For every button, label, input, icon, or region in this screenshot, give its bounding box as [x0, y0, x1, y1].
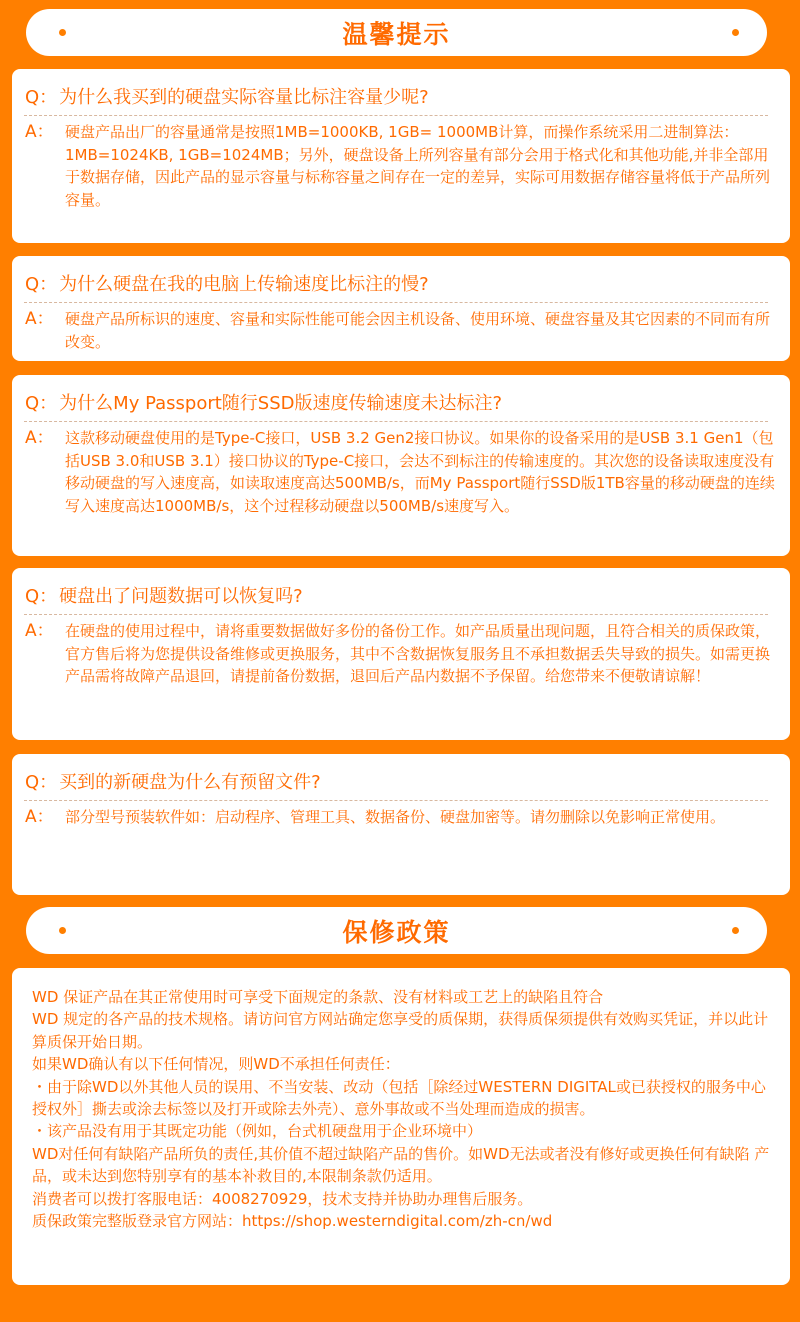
tips-title: 温馨提示	[342, 19, 451, 49]
answer-3: A： 这款移动硬盘使用的是Type-C接口，USB 3.2 Gen2接口协议。如果你的设备采用的是USB 3.1 Gen1（包括USB 3.0和USB 3.1）接口协议的Type-C接口，会达不到标注的传输速度的。其次您的设备读取速度没有移动硬盘的写入速度高，如读取速度高达500MB/s，而My Passport随行SSD版1TB容量的移动硬盘的连续写入速度高达1000MB/s，这个过程移动硬盘以500MB/s速度写入。	[25, 428, 775, 515]
answer-5: A： 部分型号预装软件如：启动程序、管理工具、数据备份、硬盘加密等。请勿删除以免影响正常使用。	[25, 807, 726, 827]
divider	[24, 614, 768, 615]
divider	[24, 421, 768, 422]
qa-card-2	[12, 256, 790, 361]
question-2: Q： 为什么硬盘在我的电脑上传输速度比标注的慢?	[25, 274, 429, 295]
policy-line: WD对任何有缺陷产品所负的责任,其价值不超过缺陷产品的售价。如WD无法或者没有修好或更换任何有缺陷 产品，或未达到您特别享有的基本补救目的,本限制条款仍适用。	[32, 1144, 770, 1186]
question-1: Q： 为什么我买到的硬盘实际容量比标注容量少呢?	[25, 87, 429, 108]
qa-card-1	[12, 69, 790, 243]
divider	[24, 115, 768, 116]
answer-2: A： 硬盘产品所标识的速度、容量和实际性能可能会因主机设备、使用环境、硬盘容量及其它因素的不同而有所改变。	[25, 309, 771, 351]
answer-4: A： 在硬盘的使用过程中，请将重要数据做好多份的备份工作。如产品质量出现问题，且符合相关的质保政策，官方售后将为您提供设备维修或更换服务，其中不含数据恢复服务且不承担数据丢失导致的损失。如需更换产品需将故障产品退回，请提前备份数据，退回后产品内数据不予保留。给您带来不便敬请谅解！	[25, 621, 771, 685]
answer-1: A： 硬盘产品出厂的容量通常是按照1MB=1000KB, 1GB= 1000MB计算，而操作系统采用二进制算法：1MB=1024KB, 1GB=1024MB；另外，硬盘设备上所列容量有部分会用于格式化和其他功能,并非全部用于数据存储，因此产品的显示容量与标称容量之间存在一定的差异，实际可用数据存储容量将低于产品所列容量。	[25, 122, 771, 209]
divider	[24, 302, 768, 303]
qa-card-4	[12, 568, 790, 740]
divider	[24, 800, 768, 801]
warranty-header	[26, 907, 767, 954]
policy-line: ・该产品没有用于其既定功能（例如，台式机硬盘用于企业环境中）	[32, 1122, 483, 1141]
warranty-title: 保修政策	[342, 917, 451, 947]
policy-line: 消费者可以拨打客服电话：4008270929，技术支持并协助办理售后服务。	[32, 1189, 533, 1208]
question-5: Q： 买到的新硬盘为什么有预留文件?	[25, 772, 321, 793]
dot-right	[732, 927, 739, 934]
policy-line: WD 规定的各产品的技术规格。请访问官方网站确定您享受的质保期，获得质保须提供有效购买凭证，并以此计算质保开始日期。	[32, 1010, 769, 1051]
tips-header	[26, 9, 767, 56]
question-4: Q： 硬盘出了问题数据可以恢复吗?	[25, 586, 303, 607]
policy-line: ・由于除WD以外其他人员的误用、不当安装、改动（包括［除经过WESTERN DIGITAL或已获授权的服务中心授权外］撕去或涂去标签以及打开或除去外壳）、意外事故或不当处理而造成的损害。	[32, 1077, 766, 1119]
warranty-policy	[12, 968, 790, 1285]
policy-url-line: 质保政策完整版登录官方网站：https://shop.westerndigital.com/zh-cn/wd	[32, 1212, 553, 1231]
dot-left	[59, 927, 66, 934]
question-3: Q： 为什么My Passport随行SSD版速度传输速度未达标注?	[25, 393, 503, 414]
policy-line: 如果WD确认有以下任何情况，则WD不承担任何责任：	[32, 1055, 400, 1074]
dot-right	[732, 29, 739, 36]
policy-line: WD 保证产品在其正常使用时可享受下面规定的条款、没有材料或工艺上的缺陷且符合	[32, 988, 604, 1006]
dot-left	[59, 29, 66, 36]
qa-card-3	[12, 375, 790, 556]
qa-card-5	[12, 754, 790, 895]
